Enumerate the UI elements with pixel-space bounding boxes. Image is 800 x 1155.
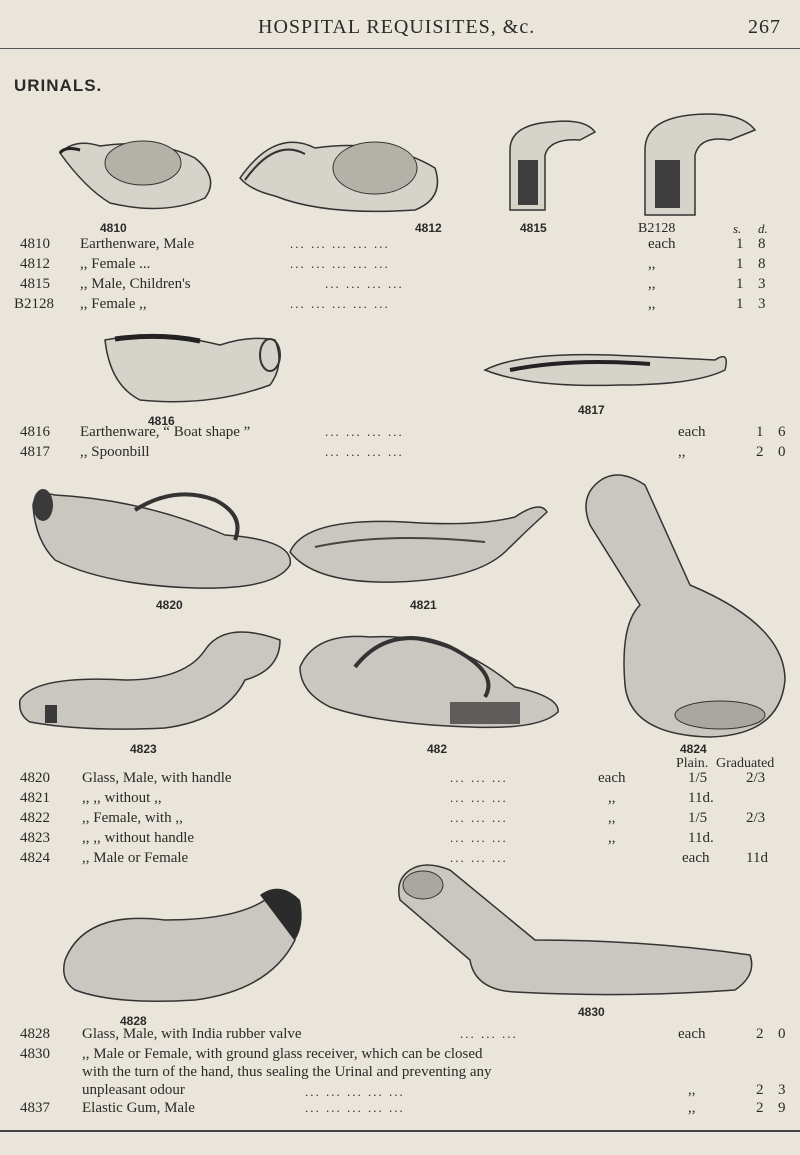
item-number: 4816: [20, 424, 50, 440]
price-row-4817: [20, 444, 790, 464]
item-number: 4830: [20, 1046, 50, 1062]
price-row-B2128: [14, 296, 790, 316]
urinal-4823-illustration: [15, 610, 285, 740]
leader-dots: ... ... ... ...: [325, 276, 404, 291]
price-row-4823: [20, 830, 790, 850]
price-row-4822: [20, 810, 790, 830]
leader-dots: ... ... ...: [450, 790, 508, 805]
item-number: 4837: [20, 1100, 50, 1116]
price-pence: 6: [778, 424, 786, 440]
urinal-4816-illustration: [100, 325, 285, 410]
price-pence: 3: [758, 296, 766, 312]
item-number: 4820: [20, 770, 50, 786]
price-shillings: 2: [756, 1026, 764, 1042]
price-shillings: 2: [756, 444, 764, 460]
price-plain: 11d.: [688, 790, 714, 806]
item-description: ,, Male or Female: [82, 850, 189, 866]
price-row-4815: [20, 276, 790, 296]
leader-dots: ... ... ...: [450, 810, 508, 825]
page-header-title: HOSPITAL REQUISITES, &c.: [258, 16, 536, 38]
item-description-continued: unpleasant odour: [82, 1082, 185, 1098]
item-description: Glass, Male, with India rubber valve: [82, 1026, 302, 1042]
leader-dots: ... ... ... ...: [325, 444, 404, 459]
item-unit: ,,: [608, 830, 616, 846]
urinal-4821-illustration: [285, 492, 550, 587]
item-number: 4821: [20, 790, 50, 806]
caption-4816: 4816: [148, 414, 175, 428]
item-description: ,, Male or Female, with ground glass receiver, which can be closed: [82, 1046, 483, 1062]
item-number: 4824: [20, 850, 50, 866]
item-description: ,, Male, Children's: [80, 276, 191, 292]
item-description: ,, ,, without handle: [82, 830, 195, 846]
item-description: Earthenware, “ Boat shape ”: [80, 424, 251, 440]
price-row-4830: [20, 1046, 790, 1106]
leader-dots: ... ... ...: [450, 850, 508, 865]
item-unit: each: [648, 236, 676, 252]
item-description: ,, Female ,,: [80, 296, 147, 312]
currency-s-label: s.: [733, 221, 742, 236]
price-row-4812: [20, 256, 790, 276]
item-number: 4817: [20, 444, 50, 460]
caption-4812: 4812: [415, 221, 442, 235]
price-pence: 8: [758, 256, 766, 272]
price-pence: 0: [778, 1026, 786, 1042]
leader-dots: ... ... ... ... ...: [290, 236, 390, 251]
caption-4830: 4830: [578, 1005, 605, 1019]
currency-d-label: d.: [758, 221, 768, 236]
footer-rule: [0, 1130, 800, 1132]
price-graduated: 2/3: [746, 810, 766, 826]
price-plain: 11d.: [688, 830, 714, 846]
caption-482: 482: [427, 742, 448, 756]
urinal-4828-illustration: [55, 880, 305, 1010]
price-row-4837: [20, 1100, 790, 1120]
urinal-4822-illustration: [290, 612, 565, 732]
urinal-4830-illustration: [395, 860, 760, 1000]
price-shillings: 1: [736, 256, 744, 272]
price-plain: 1/5: [688, 810, 708, 826]
section-title: URINALS.: [14, 76, 103, 95]
urinal-4810-illustration: [55, 118, 225, 218]
header-rule: [0, 48, 800, 49]
leader-dots: ... ... ... ... ...: [290, 296, 390, 311]
leader-dots: ... ... ... ... ...: [305, 1084, 405, 1099]
column-header-plain: Plain.: [676, 756, 709, 771]
item-unit: ,,: [688, 1082, 696, 1098]
price-pence: 8: [758, 236, 766, 252]
price-row-4816: [20, 424, 790, 444]
caption-4824: 4824: [680, 742, 707, 756]
price-pence: 9: [778, 1100, 786, 1116]
price-plain: each: [682, 850, 710, 866]
caption-4823: 4823: [130, 742, 157, 756]
price-pence: 3: [778, 1082, 786, 1098]
item-description-continued: with the turn of the hand, thus sealing the Urinal and preventing any: [82, 1064, 492, 1080]
leader-dots: ... ... ... ... ...: [305, 1100, 405, 1115]
item-unit: each: [678, 1026, 706, 1042]
price-pence: 3: [758, 276, 766, 292]
price-shillings: 1: [756, 424, 764, 440]
item-unit: ,,: [688, 1100, 696, 1116]
item-unit: ,,: [648, 256, 656, 272]
price-pence: 0: [778, 444, 786, 460]
page-number: 267: [748, 16, 781, 38]
leader-dots: ... ... ...: [450, 830, 508, 845]
item-number: 4823: [20, 830, 50, 846]
caption-4820: 4820: [156, 598, 183, 612]
leader-dots: ... ... ...: [460, 1026, 518, 1041]
price-plain: 1/5: [688, 770, 708, 786]
item-unit: ,,: [648, 296, 656, 312]
column-header-graduated: Graduated: [716, 756, 775, 771]
leader-dots: ... ... ... ...: [325, 424, 404, 439]
item-description: ,, Female ...: [80, 256, 151, 272]
price-shillings: 2: [756, 1082, 764, 1098]
caption-4821: 4821: [410, 598, 437, 612]
item-description: ,, ,, without ,,: [82, 790, 162, 806]
caption-4815: 4815: [520, 221, 547, 235]
item-number: 4812: [20, 256, 50, 272]
item-description: Elastic Gum, Male: [82, 1100, 195, 1116]
caption-B2128: B2128: [638, 221, 676, 236]
item-number: B2128: [14, 296, 55, 312]
urinal-4817-illustration: [480, 340, 730, 395]
price-graduated: 11d: [746, 850, 768, 866]
urinal-4820-illustration: [25, 480, 300, 595]
caption-4817: 4817: [578, 403, 605, 417]
price-shillings: 1: [736, 296, 744, 312]
item-number: 4815: [20, 276, 50, 292]
item-number: 4822: [20, 810, 50, 826]
price-graduated: 2/3: [746, 770, 766, 786]
item-description: ,, Spoonbill: [80, 444, 150, 460]
item-unit: ,,: [678, 444, 686, 460]
item-description: Earthenware, Male: [80, 236, 195, 252]
urinal-B2128-illustration: [630, 105, 760, 220]
price-row-4821: [20, 790, 790, 810]
item-description: Glass, Male, with handle: [82, 770, 232, 786]
price-shillings: 1: [736, 276, 744, 292]
urinal-4824-illustration: [570, 465, 795, 745]
price-row-4828: [20, 1026, 790, 1046]
item-unit: each: [678, 424, 706, 440]
price-row-4810: [20, 236, 790, 256]
leader-dots: ... ... ...: [450, 770, 508, 785]
caption-4828: 4828: [120, 1014, 147, 1028]
item-number: 4810: [20, 236, 50, 252]
caption-4810: 4810: [100, 221, 127, 235]
item-unit: ,,: [648, 276, 656, 292]
price-shillings: 2: [756, 1100, 764, 1116]
price-shillings: 1: [736, 236, 744, 252]
item-number: 4828: [20, 1026, 50, 1042]
price-row-4820: [20, 770, 790, 790]
urinal-4815-illustration: [490, 110, 600, 220]
leader-dots: ... ... ... ... ...: [290, 256, 390, 271]
item-description: ,, Female, with ,,: [82, 810, 183, 826]
item-unit: ,,: [608, 810, 616, 826]
urinal-4812-illustration: [235, 118, 445, 218]
item-unit: each: [598, 770, 626, 786]
item-unit: ,,: [608, 790, 616, 806]
